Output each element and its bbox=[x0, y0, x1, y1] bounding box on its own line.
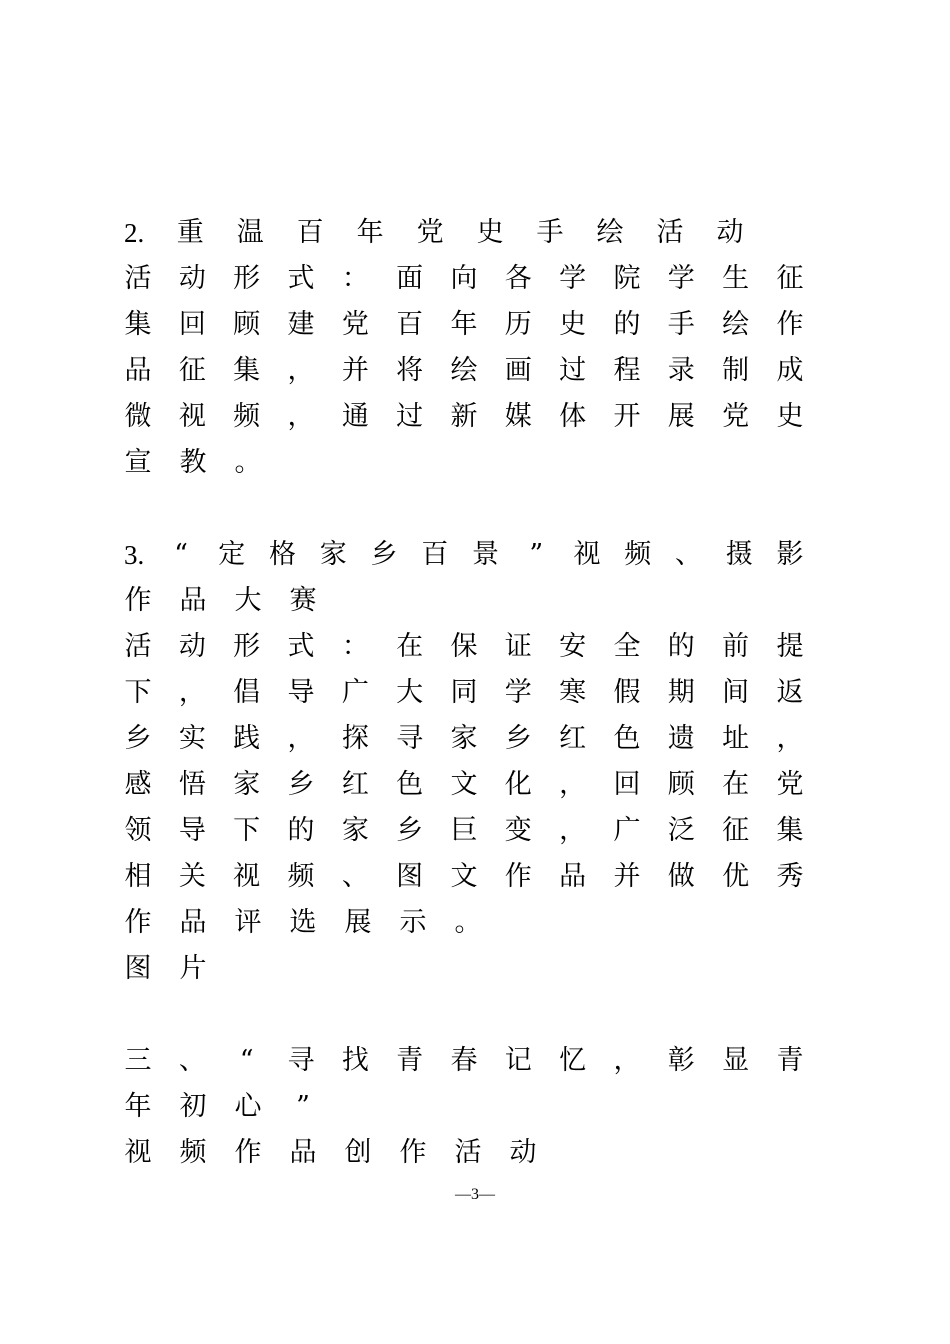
text-line: 年 初 心 ” bbox=[124, 1091, 310, 1122]
text-line: 相 关 视 频 、 图 文 作 品 并 做 优 秀 bbox=[124, 861, 804, 892]
text-line: 乡 实 践 ， 探 寻 家 乡 红 色 遗 址 ， bbox=[124, 723, 804, 754]
text-line: 图 片 bbox=[124, 953, 207, 984]
text-line: 3. “ 定 格 家 乡 百 景 ” 视 频 、 摄 影 bbox=[124, 539, 804, 570]
section-3-body bbox=[124, 624, 804, 992]
section-2-heading: 2. 重 温 百 年 党 史 手 绘 活 动 bbox=[124, 217, 744, 248]
section-2-body bbox=[124, 256, 804, 486]
text-line: 微 视 频 ， 通 过 新 媒 体 开 展 党 史 bbox=[124, 401, 804, 432]
text-line: 三 、 “ 寻 找 青 春 记 忆 ， 彰 显 青 bbox=[124, 1045, 804, 1076]
section-three-heading bbox=[124, 1038, 804, 1176]
text-line: 作 品 大 赛 bbox=[124, 585, 317, 616]
text-line: 品 征 集 ， 并 将 绘 画 过 程 录 制 成 bbox=[124, 355, 804, 386]
text-line: 感 悟 家 乡 红 色 文 化 ， 回 顾 在 党 bbox=[124, 769, 804, 800]
text-line: 宣 教 。 bbox=[124, 447, 262, 478]
text-line: 视 频 作 品 创 作 活 动 bbox=[124, 1137, 537, 1168]
text-line: 作 品 评 选 展 示 。 bbox=[124, 907, 482, 938]
text-line: 活 动 形 式 ： 在 保 证 安 全 的 前 提 bbox=[124, 631, 804, 662]
text-line: 活 动 形 式 ： 面 向 各 学 院 学 生 征 bbox=[124, 263, 804, 294]
text-line: 下 ， 倡 导 广 大 同 学 寒 假 期 间 返 bbox=[124, 677, 804, 708]
text-line: 领 导 下 的 家 乡 巨 变 ， 广 泛 征 集 bbox=[124, 815, 804, 846]
page-number: —3— bbox=[455, 1186, 495, 1203]
section-3-heading bbox=[124, 532, 804, 624]
document-page bbox=[124, 210, 804, 1176]
text-line: 集 回 顾 建 党 百 年 历 史 的 手 绘 作 bbox=[124, 309, 804, 340]
